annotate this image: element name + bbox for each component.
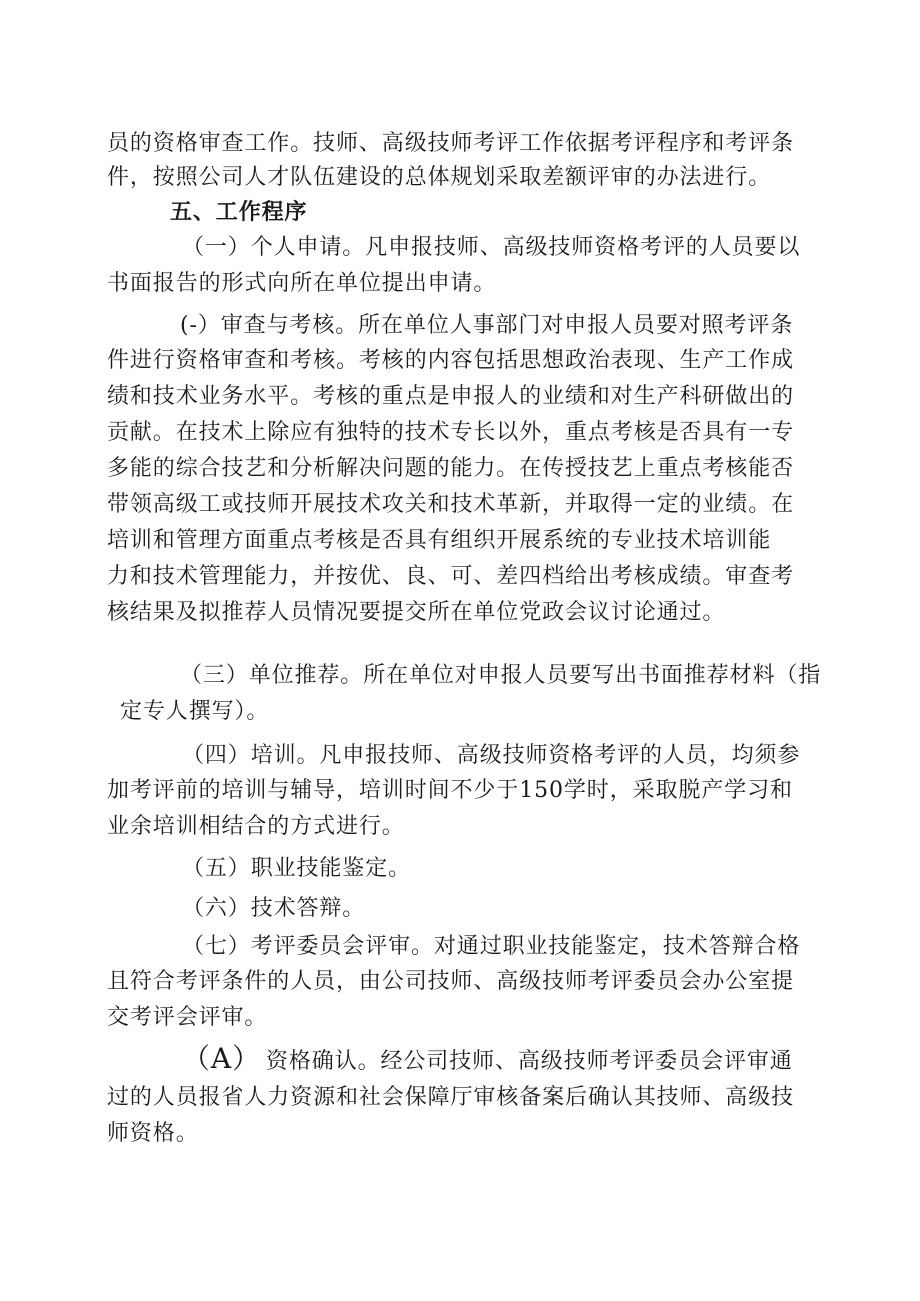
body-text-line: (-）审查与考核。所在单位人事部门对申报人员要对照考评条 <box>180 313 794 338</box>
body-text-line: （三）单位推荐。所在单位对申报人员要写出书面推荐材料（指 <box>180 663 822 688</box>
body-text-line: 件，按照公司人才队伍建设的总体规划采取差额评审的办法进行。 <box>107 165 772 190</box>
body-text-line: 交考评会评审。 <box>107 1005 268 1030</box>
body-text-line: 件进行资格审查和考核。考核的内容包括思想政治表现、生产工作成 <box>107 348 795 373</box>
body-text-line: （六）技术答辩。 <box>182 896 366 921</box>
body-text-line: 绩和技术业务水平。考核的重点是申报人的业绩和对生产科研做出的 <box>107 384 795 409</box>
body-text-line: 书面报告的形式向所在单位提出申请。 <box>107 271 497 296</box>
body-text-line: 业余培训相结合的方式进行。 <box>107 814 405 839</box>
body-text-line: 定专人撰写）。 <box>120 699 270 724</box>
body-text-line: 员的资格审查工作。技师、高级技师考评工作依据考评程序和考评条 <box>107 131 795 156</box>
body-text-line: （四）培训。凡申报技师、高级技师资格考评的人员，均须参 <box>182 743 801 768</box>
body-text-line: 力和技术管理能力，并按优、良、可、差四档给出考核成绩。审查考 <box>107 564 795 589</box>
body-text-line: 师资格。 <box>107 1121 199 1146</box>
body-text-line: 带领高级工或技师开展技术攻关和技术革新，并取得一定的业绩。在 <box>107 492 795 517</box>
item-marker: （A） <box>182 1042 261 1075</box>
section-heading: 五、工作程序 <box>170 200 308 225</box>
body-text-line: 培训和管理方面重点考核是否具有组织开展系统的专业技术培训能 <box>107 528 772 553</box>
body-text-line: 多能的综合技艺和分析解决问题的能力。在传授技艺上重点考核能否 <box>107 456 795 481</box>
body-text-line: （一）个人申请。凡申报技师、高级技师资格考评的人员要以 <box>182 235 801 260</box>
body-text-line: 且符合考评条件的人员，由公司技师、高级技师考评委员会办公室提 <box>107 969 795 994</box>
body-text-line: 资格确认。经公司技师、高级技师考评委员会评审通 <box>266 1049 793 1074</box>
body-text-line: 核结果及拟推荐人员情况要提交所在单位党政会议讨论通过。 <box>107 600 726 625</box>
body-text-line: 加考评前的培训与辅导，培训时间不少于150学时，采取脱产学习和 <box>107 778 793 803</box>
body-text-line: 过的人员报省人力资源和社会保障厅审核备案后确认其技师、高级技 <box>107 1085 795 1110</box>
body-text-line: 贡献。在技术上除应有独特的技术专长以外，重点考核是否具有一专 <box>107 420 795 445</box>
body-text-line: （五）职业技能鉴定。 <box>182 856 412 881</box>
body-text-line: （七）考评委员会评审。对通过职业技能鉴定，技术答辩合格 <box>182 934 801 959</box>
